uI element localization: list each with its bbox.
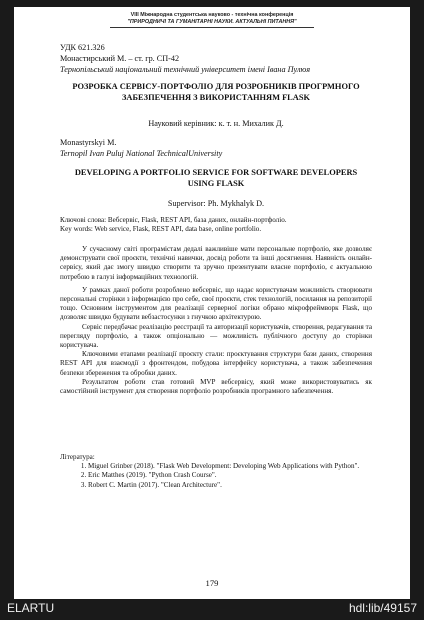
title-uk: РОЗРОБКА СЕРВІСУ-ПОРТФОЛІО ДЛЯ РОЗРОБНИКІВ ПРОГРМНОГО ЗАБЕЗПЕЧЕННЯ З ВИКОРИСТАННЯМ FLASK bbox=[72, 82, 360, 102]
conference-line-2: "ПРИРОДНИЧІ ТА ГУМАНІТАРНІ НАУКИ. АКТУАЛЬНІ ПИТАННЯ" bbox=[127, 18, 297, 25]
reference-item: 2. Eric Matthes (2019). "Python Crash Course". bbox=[88, 471, 372, 480]
supervisor-en: Supervisor: Ph. Mykhalyk D. bbox=[167, 199, 265, 208]
paper-page bbox=[14, 7, 410, 599]
conference-line-1: VIII Міжнародна студентська науково - технічна конференція bbox=[130, 12, 294, 18]
body-text bbox=[60, 245, 372, 396]
paragraph: Сервіс передбачає реалізацію реєстрації та авторизації користувачів, створення, редагування та перегляду портфоліо, а також опціонально — можливість публічного доступу до сторінки користувача. bbox=[60, 322, 372, 350]
header-rule bbox=[110, 27, 314, 28]
author-uk: Монастирський М. – ст. гр. СП-42 bbox=[60, 54, 180, 63]
affiliation-uk: Тернопільський національний технічний університет імені Івана Пулюя bbox=[60, 65, 311, 74]
affiliation-en: Ternopil Ivan Puluj National TechnicalUniversity bbox=[60, 149, 223, 158]
conference-header bbox=[14, 12, 410, 25]
author-en: Monastyrskyi M. bbox=[60, 138, 117, 147]
references-list bbox=[60, 462, 372, 490]
page-number: 179 bbox=[205, 578, 219, 588]
supervisor-uk: Науковий керівник: к. т. н. Михалик Д. bbox=[148, 119, 284, 128]
references-title: Література: bbox=[60, 453, 95, 461]
reference-item: 1. Miguel Grinber (2018). "Flask Web Development: Developing Web Applications with Python". bbox=[88, 462, 372, 471]
udk-code: УДК 621.326 bbox=[60, 43, 105, 52]
handle-label: hdl:lib/49157 bbox=[348, 601, 417, 615]
keywords-uk: Ключові слова: Вебсервіс, Flask, REST API, база даних, онлайн-портфоліо. bbox=[60, 216, 287, 224]
paragraph: У сучасному світі програмістам дедалі важливіше мати персональне портфоліо, яке дозволяє демонструвати свої проєкти, технічні навички, досвід роботи та інші досягнення. Наявність онлайн-сервісу, який дає змогу швидко створити та зручно презентувати власне портфоліо, є актуальною потребою в галузі інформаційних технологій. bbox=[60, 245, 372, 281]
paragraph: Ключовими етапами реалізації проєкту стали: проєктування структури бази даних, створення REST API для взаємодії з фронтендом, побудова інтерфейсу користувача, а також забезпечення безпеки збереження та обробки даних. bbox=[60, 350, 372, 377]
references-section bbox=[60, 453, 372, 490]
repository-label: ELARTU bbox=[7, 601, 55, 615]
paragraph: У рамках даної роботи розроблено вебсервіс, що надає користувачам можливість створювати персональні сторінки з інформацією про себе, свої проєкти, стек технологій, посилання на репозиторії тощо. Основним інструментом для реалізації серверної логіки обрано мікрофреймворк Flask, що дозволяє швидко будувати вебзастосунки з гнучкою архітектурою. bbox=[60, 285, 372, 322]
reference-item: 3. Robert C. Martin (2017). "Clean Architecture". bbox=[88, 481, 372, 490]
title-en: DEVELOPING A PORTFOLIO SERVICE FOR SOFTWARE DEVELOPERS USING FLASK bbox=[74, 168, 358, 188]
paragraph: Результатом роботи став готовий MVP вебсервісу, який може використовуватись як самостійний інструмент для створення портфоліо розробників програмного забезпечення. bbox=[60, 377, 372, 396]
keywords-en: Key words: Web service, Flask, REST API, data base, online portfolio. bbox=[60, 225, 262, 233]
